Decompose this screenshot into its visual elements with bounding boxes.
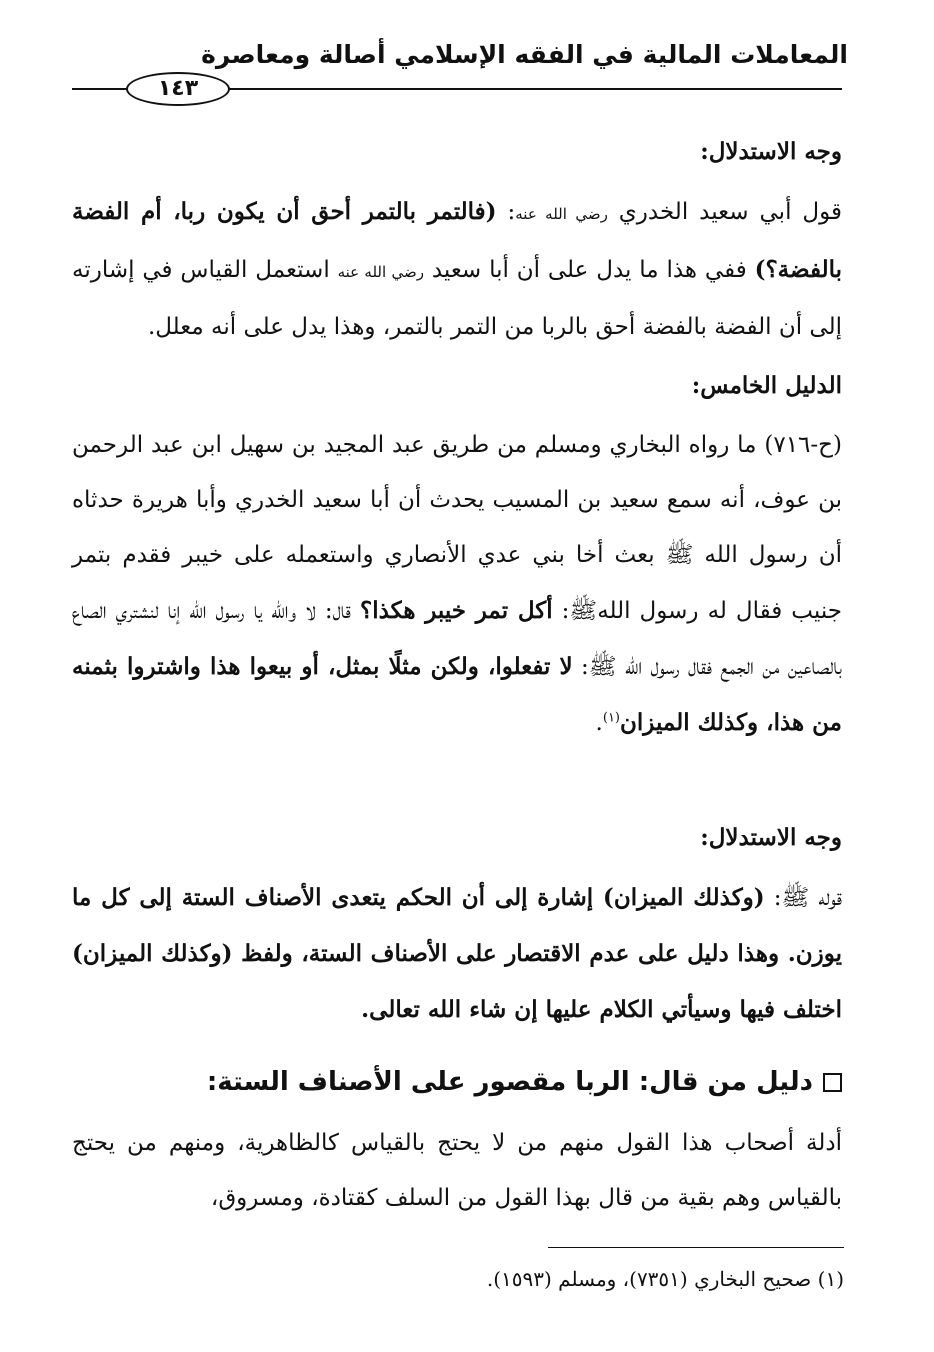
heading-wajh-alistidlal-1: وجه الاستدلال:	[700, 138, 842, 165]
text-segment: بعث أخا بني عدي الأنصاري واستعمله على خيبر فقدم بتمر جنيب فقال له رسول الله	[72, 542, 842, 624]
text-segment: :	[764, 885, 782, 911]
heading-wajh-alistidlal-2: وجه الاستدلال:	[700, 824, 842, 851]
running-title: المعاملات المالية في الفقه الإسلامي أصالة ومعاصرة	[201, 40, 848, 69]
paragraph-abu-said	[72, 184, 842, 355]
text-segment: استعمل القياس في إشارته إلى أن الفضة بالفضة أحق بالربا من التمر بالتمر، وهذا يدل على أنه معلل.	[72, 257, 842, 340]
text-segment: :	[496, 199, 516, 225]
block-fifth-evidence	[72, 366, 842, 751]
text-segment: قوله	[809, 885, 842, 911]
block-istidlal-2	[72, 818, 842, 1038]
text-segment: قال: لا والله يا رسول الله إنا لنشتري الصاع بالصاعين من الجمع فقال رسول الله	[72, 598, 842, 680]
footnote-rule	[548, 1247, 844, 1248]
text-segment: قول أبي سعيد الخدري	[607, 199, 842, 225]
honorific-symbol: رضي الله عنه	[515, 205, 608, 223]
block-opinions	[72, 1116, 842, 1226]
heading-fifth-evidence: الدليل الخامس:	[691, 372, 842, 399]
paragraph-mizan	[72, 870, 842, 1038]
bold-text: (وكذلك الميزان) إشارة إلى أن الحكم يتعدى الأصناف الستة إلى كل ما يوزن. وهذا دليل على عدم الاقتصار على الأصناف الستة، ولفظ (وكذلك الميزان) اختلف فيها وسيأتي الكلام عليها إن شاء الله تعالى.	[72, 884, 842, 1023]
text-segment: .	[595, 710, 603, 736]
hadith-paragraph	[72, 418, 842, 751]
quoted-text: لا تفعلوا، ولكن مثلًا بمثل، أو بيعوا هذا واشتروا بثمنه من هذا، وكذلك الميزان	[72, 653, 842, 736]
salawat-symbol: ﷺ	[569, 598, 598, 624]
quoted-text: أكل تمر خيبر هكذا؟	[359, 597, 553, 624]
text-segment: ففي هذا ما يدل على أن أبا سعيد	[423, 257, 755, 283]
block-istidlal-1	[72, 132, 842, 355]
square-bullet-icon	[823, 1073, 842, 1092]
text-segment: :	[552, 598, 570, 624]
quoted-text: (فالتمر بالتمر أحق أن يكون ربا، أم الفضة بالفضة؟)	[72, 198, 842, 283]
salawat-symbol: ﷺ	[781, 885, 810, 911]
section-heading	[122, 1060, 842, 1104]
footnote: (١) صحيح البخاري (٧٣٥١)، ومسلم (١٥٩٣).	[486, 1267, 844, 1291]
page-number: ١٤٣	[126, 72, 230, 106]
section-title: دليل من قال: الربا مقصور على الأصناف الستة:	[206, 1067, 813, 1097]
text-segment: :	[572, 654, 589, 680]
footnote-reference: (١)	[602, 710, 620, 726]
salawat-symbol: ﷺ	[588, 654, 617, 680]
salawat-symbol: ﷺ	[665, 542, 694, 568]
honorific-symbol: رضي الله عنه	[337, 263, 424, 281]
text-segment: (ح-٧١٦) ما رواه البخاري ومسلم من طريق عبد المجيد بن سهيل ابن عبد الرحمن بن عوف، أنه سمع سعيد بن المسيب يحدث أن أبا سعيد الخدري وأبا هريرة حدثاه أن رسول الله	[72, 432, 842, 568]
paragraph-opinions: أدلة أصحاب هذا القول منهم من لا يحتج بالقياس كالظاهرية، ومنهم من يحتج بالقياس وهم بقية من قال بهذا القول من السلف كقتادة، ومسروق،	[72, 1130, 842, 1211]
